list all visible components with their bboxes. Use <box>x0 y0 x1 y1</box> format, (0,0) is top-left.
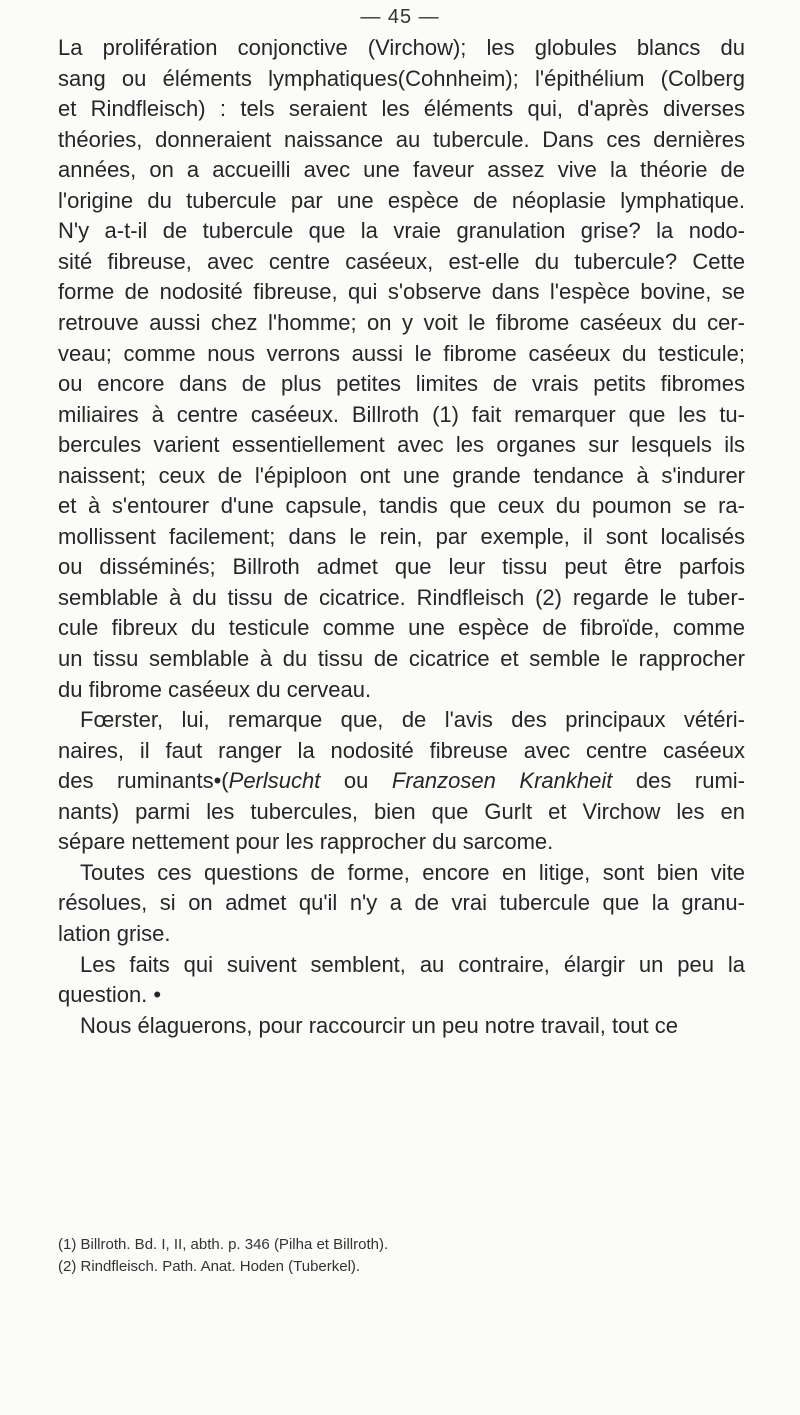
text-run: miliaires à centre caséeux. Billroth (1) fait remarquer que les tu- <box>58 401 745 427</box>
text-line <box>58 64 745 94</box>
text-line <box>80 858 745 888</box>
text-line <box>80 950 745 980</box>
text-run: Nous élaguerons, pour raccourcir un peu notre travail, tout ce <box>80 1012 678 1038</box>
italic-text: Franzosen Krankheit <box>391 768 613 794</box>
text-run: naissent; ceux de l'épiploon ont une grande tendance à s'indurer <box>58 462 745 488</box>
text-run: l'origine du tubercule par une espèce de néoplasie lymphatique. <box>58 187 745 213</box>
text-line <box>58 522 745 552</box>
italic-text: Perlsucht <box>228 768 321 794</box>
text-line <box>80 1011 745 1041</box>
text-line <box>58 644 745 674</box>
text-line <box>58 186 745 216</box>
text-line <box>58 125 745 155</box>
text-run: résolues, si on admet qu'il n'y a de vrai tubercule que la granu- <box>58 890 745 916</box>
text-run: et Rindfleisch) : tels seraient les éléments qui, d'après diverses <box>58 96 745 122</box>
text-line <box>58 339 745 369</box>
text-line <box>58 980 745 1010</box>
text-run: cule fibreux du testicule comme une espèce de fibroïde, comme <box>58 615 745 641</box>
text-line <box>58 216 745 246</box>
text-run: forme de nodosité fibreuse, qui s'observe dans l'espèce bovine, se <box>58 279 745 305</box>
text-run: Fœrster, lui, remarque que, de l'avis des principaux vétéri- <box>80 707 745 733</box>
text-line <box>58 675 745 705</box>
text-line <box>58 461 745 491</box>
text-run: sang ou éléments lymphatiques(Cohnheim); l'épithélium (Colberg <box>58 65 745 91</box>
text-run: des ruminants•( <box>58 768 229 794</box>
text-run: veau; comme nous verrons aussi le fibrome caséeux du testicule; <box>58 340 745 366</box>
text-run: N'y a-t-il de tubercule que la vraie granulation grise? la nodo- <box>58 218 745 244</box>
text-run: ou disséminés; Billroth admet que leur tissu peut être parfois <box>58 554 745 580</box>
text-line <box>58 94 745 124</box>
text-run: Toutes ces questions de forme, encore en litige, sont bien vite <box>80 859 745 885</box>
footnote: (2) Rindfleisch. Path. Anat. Hoden (Tuberkel). <box>58 1258 361 1275</box>
text-line <box>58 155 745 185</box>
text-line <box>58 552 745 582</box>
text-run: ou encore dans de plus petites limites de vrais petits fibromes <box>58 371 745 397</box>
text-run: naires, il faut ranger la nodosité fibreuse avec centre caséeux <box>58 737 745 763</box>
text-run: du fibrome caséeux du cerveau. <box>58 676 372 702</box>
text-run: sépare nettement pour les rapprocher du sarcome. <box>58 829 554 855</box>
text-run: retrouve aussi chez l'homme; on y voit le fibrome caséeux du cer- <box>58 309 745 335</box>
text-line <box>58 613 745 643</box>
text-run: ou <box>320 768 392 794</box>
text-run: Les faits qui suivent semblent, au contraire, élargir un peu la <box>80 951 745 977</box>
page-number: — 45 — <box>360 6 440 28</box>
text-line <box>58 308 745 338</box>
text-line <box>58 797 745 827</box>
text-run: années, on a accueilli avec une faveur assez vive la théorie de <box>58 157 745 183</box>
text-line <box>58 33 745 63</box>
footnote: (1) Billroth. Bd. I, II, abth. p. 346 (Pilha et Billroth). <box>58 1236 389 1253</box>
text-run: mollissent facilement; dans le rein, par exemple, il sont localisés <box>58 523 745 549</box>
text-run: La prolifération conjonctive (Virchow); les globules blancs du <box>58 35 745 60</box>
text-line <box>58 247 745 277</box>
text-line <box>58 736 745 766</box>
text-run: sité fibreuse, avec centre caséeux, est-elle du tubercule? Cette <box>58 248 745 274</box>
text-line <box>58 827 745 857</box>
text-line <box>58 888 745 918</box>
text-run: des rumi- <box>612 768 746 794</box>
text-line <box>58 430 745 460</box>
text-run: bercules varient essentiellement avec les organes sur lesquels ils <box>58 432 745 458</box>
text-line <box>80 705 745 735</box>
text-run: nants) parmi les tubercules, bien que Gurlt et Virchow les en <box>58 798 745 824</box>
text-line <box>58 369 745 399</box>
text-line <box>58 491 745 521</box>
text-run: un tissu semblable à du tissu de cicatrice et semble le rapprocher <box>58 646 745 671</box>
text-run: et à s'entourer d'une capsule, tandis que ceux du poumon se ra- <box>58 493 745 519</box>
text-run: question. • <box>58 982 162 1008</box>
text-line <box>58 277 745 307</box>
text-run: lation grise. <box>58 920 171 946</box>
text-line <box>58 919 745 949</box>
text-run: théories, donneraient naissance au tubercule. Dans ces dernières <box>58 126 745 152</box>
text-line <box>58 400 745 430</box>
text-line <box>58 583 745 613</box>
text-run: semblable à du tissu de cicatrice. Rindfleisch (2) regarde le tuber- <box>58 584 745 610</box>
text-line <box>58 766 745 796</box>
